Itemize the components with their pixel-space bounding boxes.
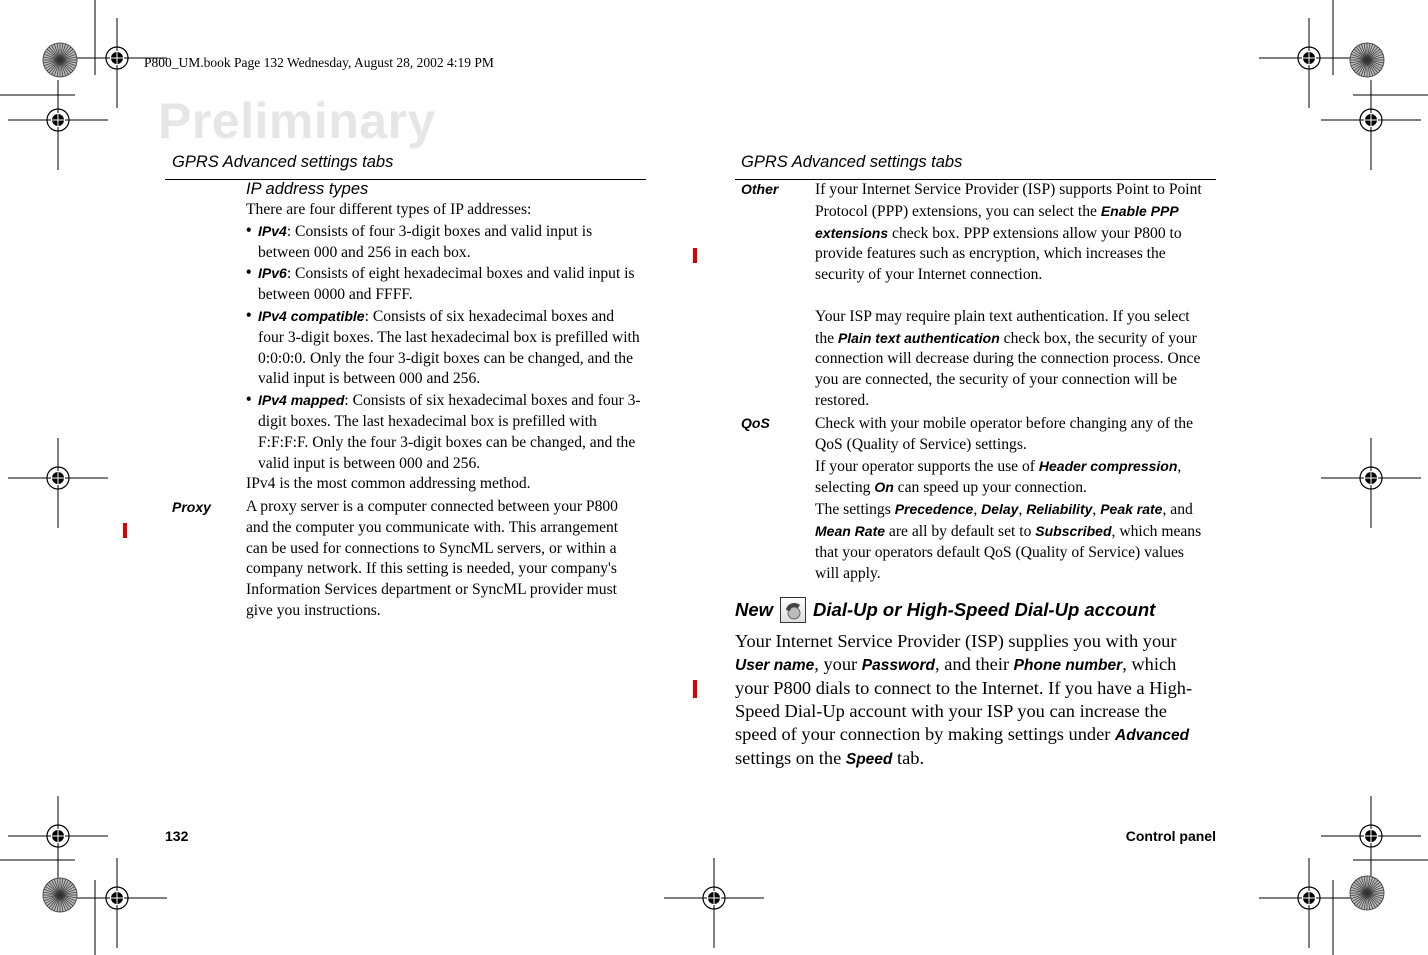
ui-term: On bbox=[874, 479, 894, 496]
bullet-ipv4 bbox=[246, 221, 642, 264]
other-paragraph-plain-text bbox=[815, 307, 1211, 412]
dial-up-phone-icon bbox=[780, 597, 806, 623]
bullet-ipv6 bbox=[246, 263, 642, 306]
other-paragraph-ppp bbox=[815, 180, 1211, 286]
text-run: , which means that your operators default QoS (Quality of Service) values will apply. bbox=[815, 522, 1202, 582]
ui-term: Advanced bbox=[1115, 727, 1190, 744]
change-bar bbox=[693, 680, 697, 698]
ui-term: IPv4 compatible bbox=[258, 307, 365, 324]
ui-term: Header compression bbox=[1038, 457, 1178, 474]
ui-term: Plain text authentication bbox=[837, 329, 1000, 346]
qos-label: QoS bbox=[741, 415, 770, 431]
running-head-right: GPRS Advanced settings tabs bbox=[741, 153, 963, 171]
text-run: tab. bbox=[892, 748, 925, 768]
text-run: can speed up your connection. bbox=[893, 479, 1087, 497]
text-run: , and bbox=[1162, 501, 1193, 519]
text-run: check box, the security of your connection will decrease during the connection process. Once you are connected, the security of your connection will be restored. bbox=[815, 329, 1201, 409]
ui-term: User name bbox=[735, 657, 815, 674]
text-run: , bbox=[973, 501, 982, 519]
text-run: , bbox=[1092, 501, 1101, 519]
ui-term: Password bbox=[861, 657, 936, 674]
proxy-label: Proxy bbox=[172, 499, 211, 515]
text-run: , your bbox=[814, 654, 862, 674]
text-run: Check with your mobile operator before changing any of the QoS (Quality of Service) settings. bbox=[815, 415, 1194, 453]
footer-section-title: Control panel bbox=[1125, 828, 1216, 844]
qos-paragraph-settings bbox=[815, 499, 1211, 584]
ui-term: Enable PPP extensions bbox=[815, 202, 1179, 241]
ui-term: IPv4 mapped bbox=[258, 392, 345, 409]
ui-term: Mean Rate bbox=[815, 522, 886, 539]
text-run: , bbox=[1018, 501, 1027, 519]
other-label: Other bbox=[741, 181, 779, 197]
ui-term: IPv4 bbox=[258, 222, 287, 239]
text-run: : Consists of six hexadecimal boxes and four 3-digit boxes. The last hexadecimal box is prefilled with F:F:F:F. Only the four 3-digit boxes can be changed, and the valid input is between 000 and 256. bbox=[258, 392, 641, 472]
text-run: : Consists of six hexadecimal boxes and four 3-digit boxes. The last hexadecimal box is prefilled with 0:0:0:0. Only the four 3-digit boxes can be changed, and the valid input is between 000 and 256. bbox=[258, 307, 640, 388]
subheading-ip-address-types: IP address types bbox=[246, 180, 369, 198]
ui-term: Peak rate bbox=[1100, 501, 1163, 518]
book-info-line: P800_UM.book Page 132 Wednesday, August 28, 2002 4:19 PM bbox=[144, 55, 494, 70]
page-number: 132 bbox=[165, 828, 189, 844]
preliminary-watermark: Preliminary bbox=[158, 93, 436, 149]
qos-paragraph-header-compression bbox=[815, 456, 1211, 500]
proxy-text: A proxy server is a computer connected between your P800 and the computer you communicate with. This arrangement can be used for connections to SyncML servers, or within a company network. If this setting is needed, your company's Information Services department or SyncML provider must give you instructions. bbox=[246, 498, 619, 619]
running-head-left: GPRS Advanced settings tabs bbox=[172, 153, 394, 171]
text-run: If your operator supports the use of bbox=[815, 457, 1039, 475]
text-run: If your Internet Service Provider (ISP) supports Point to Point Protocol (PPP) extensions, you can select the bbox=[815, 181, 1202, 220]
ip-address-types-section bbox=[246, 179, 642, 495]
ip-outro: IPv4 is the most common addressing method. bbox=[246, 475, 531, 493]
text-run: Your Internet Service Provider (ISP) supplies you with your bbox=[735, 631, 1177, 651]
ui-term: Delay bbox=[981, 501, 1019, 518]
text-run: : Consists of eight hexadecimal boxes and valid input is between 0000 and FFFF. bbox=[258, 265, 635, 304]
text-run: , selecting bbox=[815, 457, 1182, 497]
section-heading-dialup bbox=[735, 597, 1155, 623]
bullet-ipv4-mapped bbox=[246, 390, 642, 474]
text-run: The settings bbox=[815, 501, 895, 519]
other-description bbox=[815, 180, 1211, 412]
ui-term: Precedence bbox=[894, 501, 974, 518]
ui-term: Subscribed bbox=[1035, 522, 1112, 539]
ui-term: IPv6 bbox=[258, 265, 287, 282]
ui-term: Phone number bbox=[1013, 657, 1123, 674]
heading-new: New bbox=[735, 599, 774, 620]
text-run: , which your P800 dials to connect to the Internet. If you have a High-Speed Dial-Up account with your ISP you can increase the speed of your connection by making settings under bbox=[735, 654, 1193, 744]
ui-term: Reliability bbox=[1026, 501, 1093, 518]
change-bar bbox=[123, 523, 127, 538]
bullet-ipv4-compatible bbox=[246, 306, 642, 390]
change-bar bbox=[693, 248, 697, 263]
text-run: are all by default set to bbox=[885, 522, 1036, 540]
text-run: : Consists of four 3-digit boxes and valid input is between 000 and 256 in each box. bbox=[258, 222, 593, 261]
text-run: , and their bbox=[935, 654, 1014, 674]
qos-description bbox=[815, 414, 1211, 584]
ip-intro: There are four different types of IP addresses: bbox=[246, 201, 532, 218]
dialup-paragraph bbox=[735, 630, 1211, 771]
text-run: settings on the bbox=[735, 748, 846, 768]
text-run: Your ISP may require plain text authentication. If you select the bbox=[815, 307, 1190, 347]
qos-paragraph-check bbox=[815, 414, 1211, 456]
ui-term: Speed bbox=[845, 751, 893, 768]
text-run: check box. PPP extensions allow your P800 to provide features such as encryption, which increases the security of your Internet connection. bbox=[815, 224, 1182, 284]
heading-dialup-title: Dial-Up or High-Speed Dial-Up account bbox=[813, 599, 1156, 620]
